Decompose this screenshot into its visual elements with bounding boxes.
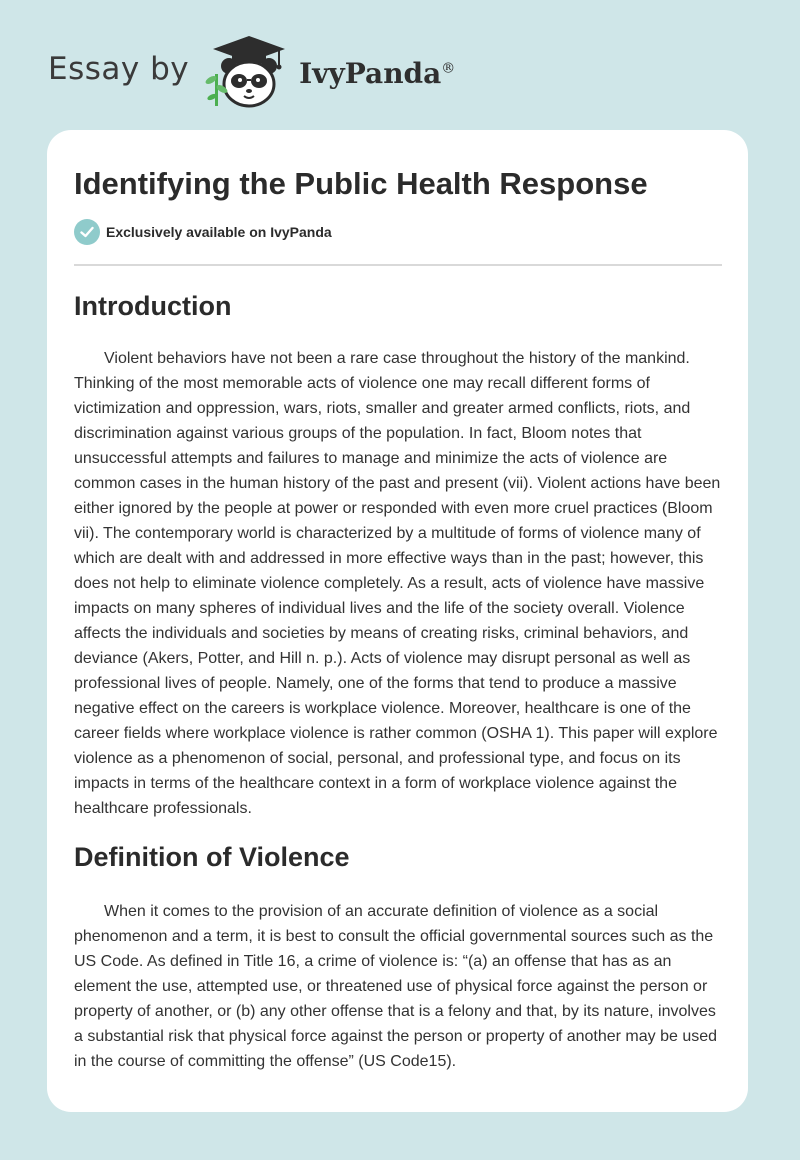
paragraph-definition: When it comes to the provision of an accurate definition of violence as a social phenomenon and a term, it is best to consult the official governmental sources such as the US Code. As defined in Title 16, a crime of violence is: “(a) an offense that has as an element the use, attempted use, or threatened use of physical force against the person or property of another, or (b) any other offense that is a felony and that, by its nature, involves a substantial risk that physical force against the person or property of another may be used in the course of committing the offense” (US Code15). — [74, 903, 718, 1070]
brand-prefix: Essay by — [48, 51, 190, 87]
section-heading-introduction: Introduction — [74, 291, 232, 321]
section-heading-definition: Definition of Violence — [74, 842, 350, 872]
panda-mascot-icon — [205, 34, 293, 110]
check-icon — [74, 219, 100, 245]
paragraph-introduction: Violent behaviors have not been a rare case throughout the history of the mankind. Thinking of the most memorable acts of violence one may recall different forms of victimization and oppression, wars, riots, smaller and greater armed conflicts, riots, and discrimination against various groups of the population. In fact, Bloom notes that unsuccessful attempts and failures to manage and minimize the acts of violence are common cases in the human history of the past and present (vii). Violent actions have been either ignored by the people at power or responded with even more cruel practices (Bloom vii). The contemporary world is characterized by a multitude of forms of violence many of which are dealt with and addressed in more effective ways than in the past; however, this does not help to eliminate violence completely. As a result, acts of violence have massive impacts on many spheres of individual lives and the life of the society overall. Violence affects the individuals and societies by means of creating risks, criminal behaviors, and deviance (Akers, Potter, and Hill n. p.). Acts of violence may disrupt personal as well as professional lives of people. Namely, one of the forms that tend to produce a massive negative effect on the careers is workplace violence. Moreover, healthcare is one of the career fields where workplace violence is rather common (OSHA 1). This paper will explore violence as a phenomenon of social, personal, and professional type, and focus on its impacts in terms of the healthcare context in a form of workplace violence against the healthcare professionals. — [74, 350, 721, 817]
page-title: Identifying the Public Health Response — [74, 166, 648, 201]
exclusive-badge — [74, 218, 722, 246]
brand-name: IvyPanda® — [299, 56, 456, 90]
divider — [74, 264, 722, 266]
essay-card — [47, 130, 748, 1112]
brand-logo[interactable] — [48, 34, 455, 110]
badge-text: Exclusively available on IvyPanda — [106, 224, 332, 240]
